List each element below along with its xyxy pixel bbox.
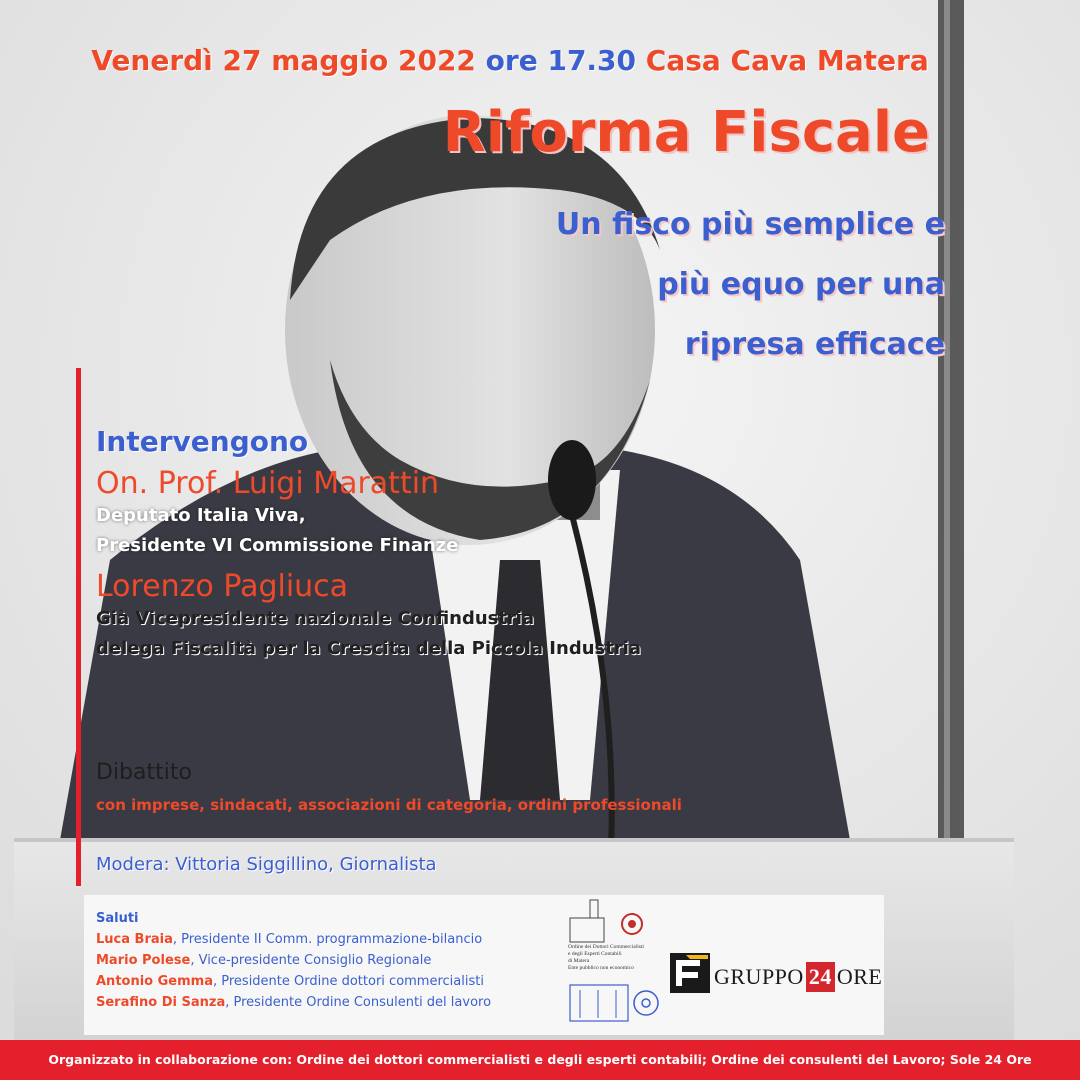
odc-logo-line: Ente pubblico non economico: [568, 965, 634, 971]
saluti-item: [96, 950, 491, 971]
subtitle-line: Un fisco più semplice e: [555, 207, 945, 242]
event-date-line: [0, 44, 1020, 77]
subtitle-line: ripresa efficace: [684, 327, 945, 362]
saluti-heading: Saluti: [96, 911, 139, 926]
dibattito-detail: con imprese, sindacati, associazioni di categoria, ordini professionali: [96, 796, 682, 814]
speaker-role: Presidente VI Commissione Finanze: [96, 535, 459, 556]
gruppo-24-ore-logo: [714, 962, 882, 992]
gruppo-logo-text: ORE: [836, 964, 883, 989]
subtitle-line: più equo per una: [657, 267, 945, 302]
odc-logo-line: e degli Esperti Contabili: [568, 951, 622, 957]
gruppo-logo-number: 24: [806, 962, 835, 992]
speaker-role: Deputato Italia Viva,: [96, 505, 306, 526]
odc-logo-line: Ordine dei Dottori Commercialisti: [568, 944, 644, 950]
speaker-name: Lorenzo Pagliuca: [96, 569, 349, 604]
dibattito-label: Dibattito: [96, 760, 192, 785]
speakers-heading: Intervengono: [96, 425, 309, 458]
speaker-name: On. Prof. Luigi Marattin: [96, 466, 440, 501]
event-date: Venerdì 27 maggio 2022: [91, 44, 476, 77]
saluti-role: , Vice-presidente Consiglio Regionale: [190, 953, 432, 968]
speaker-role: delega Fiscalità per la Crescita della Piccola Industria: [96, 638, 642, 659]
accent-bar: [76, 368, 81, 886]
event-subtitle: [385, 195, 945, 375]
footer-banner: Organizzato in collaborazione con: Ordine dei dottori commercialisti e degli esperti contabili; Ordine dei consulenti del Lavoro; Sole 24 Ore: [0, 1040, 1080, 1080]
gruppo-24-ore-mark: [670, 953, 710, 993]
saluti-item: [96, 992, 491, 1013]
saluti-item: [96, 971, 491, 992]
saluti-name: Antonio Gemma: [96, 974, 213, 989]
odc-logo-text: [568, 944, 668, 972]
gruppo-logo-text: GRUPPO: [714, 964, 804, 989]
saluti-item: [96, 929, 491, 950]
event-title: Riforma Fiscale: [442, 100, 930, 165]
moderator: Modera: Vittoria Siggillino, Giornalista: [96, 854, 437, 875]
saluti-role: , Presidente Ordine Consulenti del lavoro: [225, 995, 492, 1010]
odc-logo-line: di Matera: [568, 958, 590, 964]
event-place: Casa Cava Matera: [645, 44, 929, 77]
event-time: ore 17.30: [485, 44, 637, 77]
speaker-role: Già Vicepresidente nazionale Confindustria: [96, 608, 535, 629]
saluti-role: , Presidente II Comm. programmazione-bilancio: [172, 932, 483, 947]
saluti-name: Luca Braia: [96, 932, 173, 947]
saluti-role: , Presidente Ordine dottori commercialisti: [212, 974, 484, 989]
speakers-section: [96, 425, 856, 664]
saluti-name: Mario Polese: [96, 953, 191, 968]
saluti-section: [96, 908, 491, 1013]
saluti-name: Serafino Di Sanza: [96, 995, 226, 1010]
